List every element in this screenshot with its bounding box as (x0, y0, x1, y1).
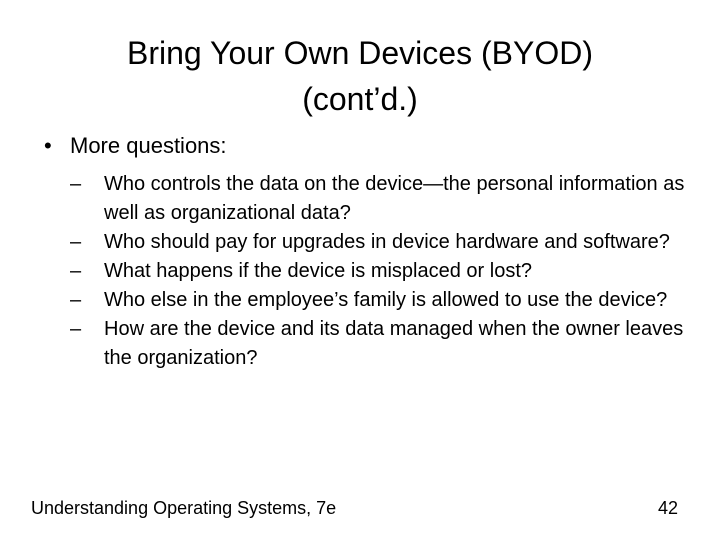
sub-bullet-item (70, 286, 696, 315)
dash-marker: – (70, 260, 82, 282)
dash-marker: – (70, 318, 82, 340)
sub-bullet-text: How are the device and its data managed when the owner leaves the organization? (104, 318, 684, 369)
sub-bullet-list (70, 170, 696, 373)
sub-bullet-text: Who controls the data on the device—the personal information as well as organizational data? (104, 173, 685, 224)
dash-marker: – (70, 289, 82, 311)
sub-bullet-text: Who should pay for upgrades in device hardware and software? (104, 231, 670, 253)
slide-title (60, 30, 660, 122)
dash-marker: – (70, 231, 82, 253)
footer-page-number: 42 (657, 498, 678, 518)
sub-bullet-item (70, 257, 696, 286)
sub-bullet-text: Who else in the employee’s family is allowed to use the device? (104, 289, 668, 311)
slide-title-line-1: Bring Your Own Devices (BYOD) (127, 35, 593, 71)
sub-bullet-item (70, 315, 696, 373)
sub-bullet-item (70, 228, 696, 257)
bullet-dot: • (44, 133, 52, 158)
sub-bullet-text: What happens if the device is misplaced or lost? (104, 260, 532, 282)
main-bullet (44, 131, 227, 161)
sub-bullet-item (70, 170, 696, 228)
dash-marker: – (70, 173, 82, 195)
slide-title-line-2: (cont’d.) (302, 81, 418, 117)
footer-course-title: Understanding Operating Systems, 7e (31, 498, 337, 518)
main-bullet-text: More questions: (70, 133, 227, 158)
